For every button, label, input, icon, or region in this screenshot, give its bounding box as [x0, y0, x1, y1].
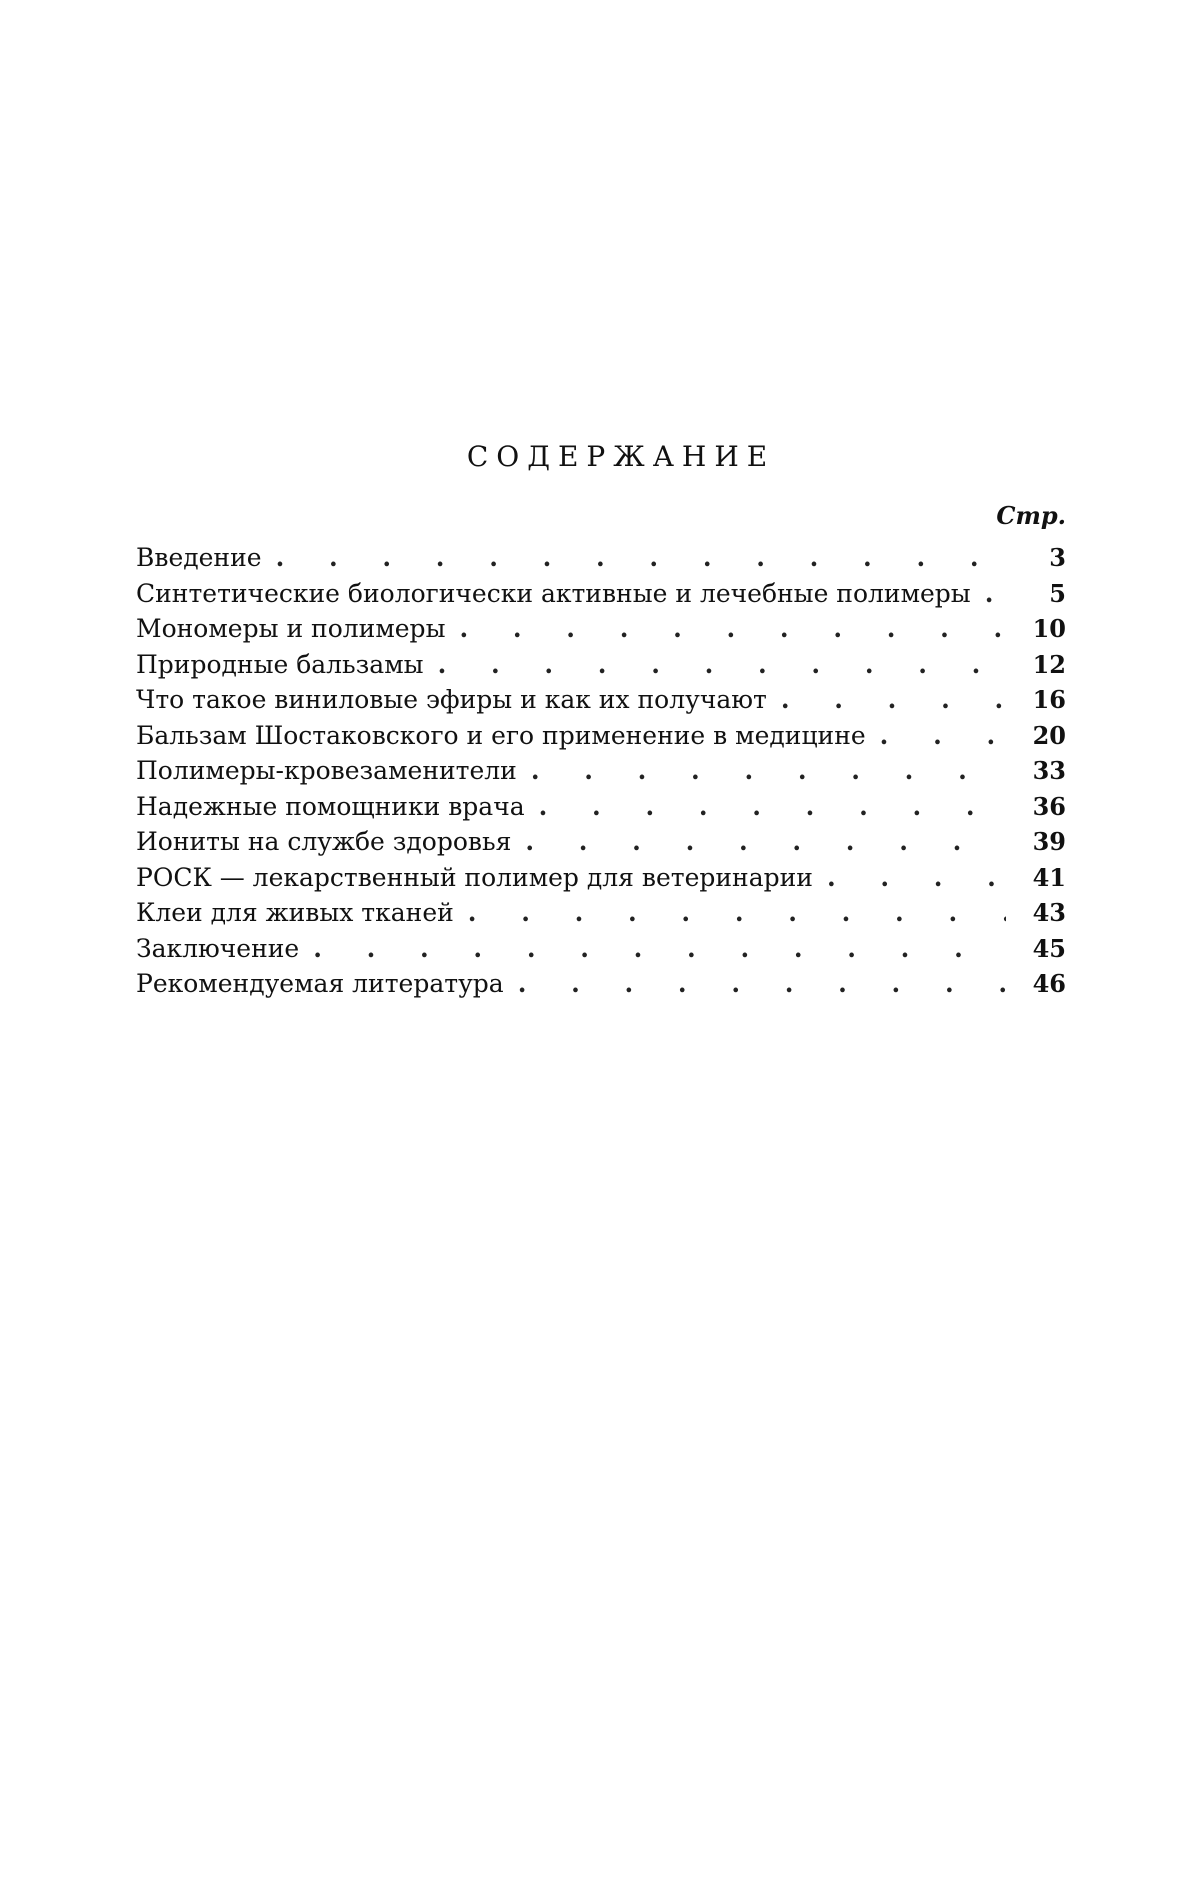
toc-entry-page: 5	[1049, 578, 1066, 608]
dot-leader	[985, 576, 1006, 611]
toc-entry-page: 39	[1032, 827, 1066, 856]
dot-leader	[518, 966, 1006, 1001]
dot-leader	[539, 789, 1006, 824]
toc-row	[136, 540, 1066, 576]
dot-leader	[525, 824, 1006, 859]
toc-row	[136, 860, 1066, 896]
toc-list	[136, 540, 1066, 1002]
toc-entry-title: РОСК — лекарственный полимер для ветеринарии	[136, 862, 813, 892]
toc-entry-page: 43	[1032, 898, 1066, 927]
toc-row	[136, 931, 1066, 967]
toc-entry-page: 10	[1032, 614, 1066, 643]
dot-leader	[781, 682, 1006, 717]
toc-entry-page: 16	[1032, 685, 1066, 714]
toc-entry-title: Клеи для живых тканей	[136, 898, 454, 927]
dot-leader	[827, 860, 1006, 895]
dot-leader	[468, 895, 1006, 930]
toc-row	[136, 789, 1066, 825]
toc-entry-page: 20	[1032, 720, 1066, 750]
toc-entry-title: Надежные помощники врача	[136, 791, 525, 821]
toc-entry-title: Иониты на службе здоровья	[136, 827, 512, 856]
toc-row	[136, 895, 1066, 931]
toc-row	[136, 966, 1066, 1002]
toc-entry-title: Синтетические биологически активные и лечебные полимеры	[136, 578, 971, 608]
page-column-header: Стр.	[996, 501, 1066, 530]
toc-entry-title: Мономеры и полимеры	[136, 614, 446, 643]
dot-leader	[459, 611, 1006, 646]
toc-row	[136, 611, 1066, 647]
toc-row	[136, 682, 1066, 718]
page-title: СОДЕРЖАНИЕ	[466, 440, 776, 473]
toc-entry-title: Введение	[136, 543, 262, 572]
toc-entry-page: 46	[1032, 969, 1066, 998]
toc-entry-page: 33	[1032, 756, 1066, 785]
table-of-contents	[136, 440, 1066, 1002]
toc-row	[136, 576, 1066, 612]
dot-leader	[313, 931, 1006, 966]
toc-row	[136, 647, 1066, 683]
toc-row	[136, 824, 1066, 860]
toc-row	[136, 718, 1066, 754]
toc-entry-title: Полимеры-кровезаменители	[136, 756, 517, 785]
toc-entry-page: 36	[1032, 791, 1066, 821]
dot-leader	[438, 647, 1006, 682]
toc-entry-title: Рекомендуемая литература	[136, 969, 504, 998]
dot-leader	[880, 718, 1006, 753]
toc-row	[136, 753, 1066, 789]
dot-leader	[531, 753, 1006, 788]
toc-entry-page: 41	[1032, 862, 1066, 892]
toc-entry-title: Заключение	[136, 933, 300, 963]
toc-entry-title: Что такое виниловые эфиры и как их получают	[136, 685, 767, 714]
toc-entry-title: Природные бальзамы	[136, 649, 424, 679]
toc-entry-title: Бальзам Шостаковского и его применение в медицине	[136, 720, 866, 750]
toc-entry-page: 45	[1032, 933, 1066, 963]
toc-entry-page: 12	[1032, 649, 1066, 679]
toc-entry-page: 3	[1049, 543, 1066, 572]
dot-leader	[276, 540, 1006, 575]
